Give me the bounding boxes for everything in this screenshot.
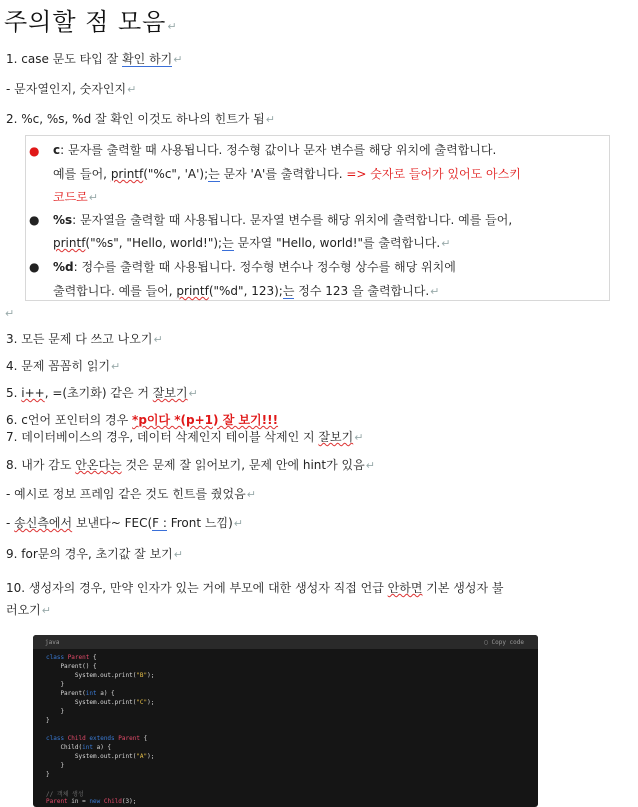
text: } — [46, 771, 50, 778]
box-c-text: : 문자를 출력할 때 사용됩니다. 정수형 값이나 문자 변수를 해당 위치에 출력합니다. — [60, 143, 497, 157]
text: 4. 문제 꼼꼼히 읽기 — [6, 359, 111, 373]
box-d-label: %d — [53, 260, 74, 274]
code-line — [46, 654, 97, 661]
text: 코드로 — [53, 190, 88, 204]
text: 3. 모든 문제 다 쓰고 나오기 — [6, 332, 153, 346]
text: extends — [89, 735, 115, 742]
text: } — [46, 717, 50, 724]
item-5 — [6, 384, 198, 401]
text: 송신측에서 — [14, 516, 73, 530]
text: 정수 123 을 출력합니다. — [294, 284, 430, 298]
code-line — [46, 681, 64, 688]
text: "B" — [136, 672, 148, 679]
text: 10. 생성자의 경우, 만약 인자가 있는 거에 부모에 대한 생성자 직접 언급 — [6, 581, 388, 595]
paragraph-mark: ↵ — [127, 83, 137, 96]
item-1-underlined: 확인 하기 — [122, 52, 173, 66]
paragraph-mark: ↵ — [365, 459, 375, 472]
box-d-line-2 — [53, 282, 439, 299]
box-d-line-1 — [53, 258, 456, 275]
paragraph-mark: ↵ — [430, 285, 440, 298]
box-s-line-1 — [53, 211, 512, 228]
text: printf — [176, 284, 209, 298]
text: Child — [103, 798, 122, 805]
code-line — [46, 663, 97, 670]
code-line — [46, 735, 147, 742]
code-header — [33, 635, 538, 649]
item-2-text: 2. %c, %s, %d 잘 확인 이것도 하나의 힌트가 됨 — [6, 112, 265, 126]
text: "C" — [136, 699, 148, 706]
item-4 — [6, 357, 120, 374]
text: 것은 문제 잘 읽어보기, 문제 안에 hint가 있음 — [121, 458, 365, 472]
box-c-label: c — [53, 143, 61, 157]
text: 잘보기 — [152, 386, 188, 400]
text: ); — [147, 753, 155, 760]
item-1-sub-text: - 문자열인지, 숫자인지 — [6, 82, 127, 96]
text: 러오기 — [6, 603, 41, 617]
text: 안하면 — [387, 581, 423, 595]
code-line — [46, 672, 154, 679]
paragraph-mark: ↵ — [41, 604, 51, 617]
text: printf — [53, 236, 86, 250]
empty-paragraph — [4, 302, 14, 321]
item-6 — [6, 411, 278, 428]
item-7 — [6, 428, 363, 445]
paragraph-mark: ↵ — [246, 488, 256, 501]
text: Parent — [46, 798, 68, 805]
title-text: 주의할 점 모음 — [4, 8, 167, 36]
text: 는 — [222, 236, 234, 250]
bullet: ● — [29, 260, 40, 274]
code-line — [46, 708, 64, 715]
text: in = — [67, 798, 90, 805]
text: ("%d", 123); — [208, 284, 283, 298]
text: (3); — [121, 798, 137, 805]
paragraph-mark: ↵ — [173, 53, 183, 66]
code-line — [46, 762, 64, 769]
text: int — [82, 744, 93, 751]
text: Parent() { — [46, 663, 97, 670]
code-screenshot — [33, 635, 538, 807]
text: System.out.print( — [46, 699, 137, 706]
text: 예를 들어, — [53, 167, 111, 181]
text: - — [6, 516, 15, 530]
text: i++ — [21, 386, 45, 400]
copy-code-button[interactable] — [484, 639, 524, 646]
bullet: ● — [29, 213, 40, 227]
code-line — [46, 753, 154, 760]
text: , =(초기화) 같은 거 — [44, 386, 153, 400]
text: Child — [67, 735, 86, 742]
text: 는 — [208, 167, 220, 181]
box-c-line-3 — [53, 188, 98, 205]
item-2 — [6, 110, 275, 127]
text: 문자열 "Hello, world!"를 출력합니다. — [233, 236, 441, 250]
code-line — [46, 798, 136, 805]
paragraph-mark: ↵ — [153, 333, 163, 346]
text: { — [89, 654, 97, 661]
paragraph-mark: ↵ — [265, 113, 275, 126]
text: 문자 'A'를 출력합니다. — [219, 167, 347, 181]
text: int — [85, 690, 97, 697]
clipboard-icon: ▢ — [484, 639, 488, 646]
text: Front 느낌) — [166, 516, 233, 530]
text: => 숫자로 들어가 있어도 아스키 — [346, 167, 521, 181]
text: ); — [147, 672, 155, 679]
paragraph-mark: ↵ — [5, 307, 15, 320]
text: Parent( — [46, 690, 86, 697]
item-10-line-2 — [6, 601, 51, 618]
code-line — [46, 771, 50, 778]
code-language-label: java — [45, 639, 60, 646]
text: } — [46, 762, 65, 769]
box-c-line-1 — [53, 141, 496, 158]
text: 5. — [6, 386, 22, 400]
text: Parent — [118, 735, 140, 742]
text: { — [139, 735, 148, 742]
text: Parent — [67, 654, 90, 661]
item-10-line-1 — [6, 579, 503, 596]
text: *p이다 *(p+1) 잘 보기!!! — [132, 413, 279, 427]
item-8 — [6, 456, 375, 473]
page-title — [4, 2, 178, 37]
text: - 예시로 정보 프레임 같은 것도 힌트를 줬었음 — [6, 487, 246, 501]
paragraph-mark: ↵ — [233, 517, 243, 530]
item-8-sub — [6, 485, 256, 502]
text: 는 — [282, 284, 295, 298]
code-line — [46, 699, 154, 706]
text: : 정수를 출력할 때 사용됩니다. 정수형 변수나 정수형 상수를 해당 위치에 — [73, 260, 456, 274]
text: 출력합니다. 예를 들어, — [53, 284, 177, 298]
box-s-label: %s — [53, 213, 73, 227]
paragraph-mark: ↵ — [88, 191, 98, 204]
item-1-sub — [6, 80, 136, 97]
text: } — [46, 708, 65, 715]
text: ("%c", 'A'); — [143, 167, 209, 181]
text: printf — [110, 167, 144, 181]
text: 잘보기 — [318, 430, 354, 444]
text: ("%s", "Hello, world!"); — [85, 236, 223, 250]
text: : 문자열을 출력할 때 사용됩니다. 문자열 변수를 해당 위치에 출력합니다. 예를 들어, — [72, 213, 513, 227]
text: Child( — [46, 744, 83, 751]
text: 8. 내가 감도 — [6, 458, 76, 472]
text: 기본 생성자 불 — [422, 581, 504, 595]
item-1-text: 1. case 문도 타입 잘 — [6, 52, 123, 66]
text: "A" — [136, 753, 148, 760]
item-3 — [6, 330, 163, 347]
paragraph-mark: ↵ — [441, 237, 451, 250]
text: a) { — [92, 744, 112, 751]
text: System.out.print( — [46, 672, 137, 679]
text: // 객체 생성 — [46, 791, 84, 798]
text: Copy code — [491, 639, 524, 646]
text: 안온다는 — [75, 458, 122, 472]
bullet-red: ● — [29, 144, 40, 158]
text: new — [89, 798, 101, 805]
text: ); — [147, 699, 155, 706]
text: a) { — [96, 690, 115, 697]
code-comment — [46, 789, 84, 798]
text: System.out.print( — [46, 753, 137, 760]
paragraph-mark: ↵ — [354, 431, 364, 444]
paragraph-mark: ↵ — [167, 20, 178, 33]
text: 보낸다~ FEC( — [72, 516, 153, 530]
code-line — [46, 690, 115, 697]
text: 9. for문의 경우, 초기값 잘 보기 — [6, 547, 173, 561]
text: 6. c언어 포인터의 경우 — [6, 413, 133, 427]
text: 7. 데이터베이스의 경우, 데이터 삭제인지 테이블 삭제인 지 — [6, 430, 319, 444]
code-line — [46, 744, 111, 751]
text: class — [46, 654, 65, 661]
box-s-line-2 — [53, 234, 450, 251]
item-1 — [6, 50, 182, 67]
box-c-line-2 — [53, 165, 521, 182]
text: F : — [152, 516, 167, 530]
text: class — [46, 735, 65, 742]
text: } — [46, 681, 65, 688]
paragraph-mark: ↵ — [173, 548, 183, 561]
code-line — [46, 717, 50, 724]
paragraph-mark: ↵ — [111, 360, 121, 373]
paragraph-mark: ↵ — [188, 387, 198, 400]
item-9 — [6, 545, 183, 562]
item-8-sub2 — [6, 514, 243, 531]
